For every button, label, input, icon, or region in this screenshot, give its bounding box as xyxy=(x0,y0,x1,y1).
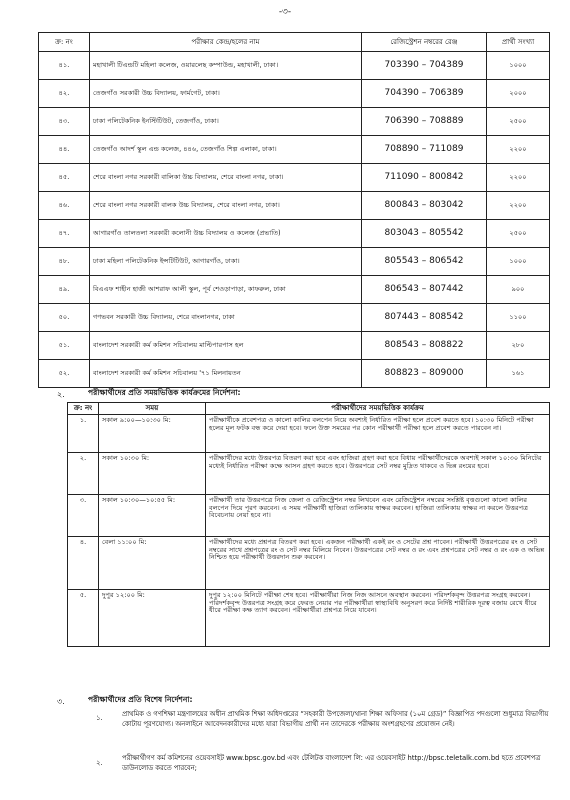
note-2-text: পরীক্ষার্থীগণ কর্ম কমিশনের ওয়েবসাইট www.bpsc.gov.bd এবং টেলিটক বাংলাদেশ লি: এর ওয়েবসাইট http://bpsc.teletalk.com.bd হতে প্রবেশপত্র ডাউনলোড করতে পারবেন; xyxy=(122,754,541,772)
schedule-time: দুপুর ১২:০০ মি: xyxy=(99,590,206,647)
registration-range: 703390 – 704389 xyxy=(362,52,487,80)
candidate-count: ২৫০০ xyxy=(487,108,550,136)
schedule-row xyxy=(68,415,550,453)
schedule-row xyxy=(68,590,550,647)
schedule-activity: দুপুর ১২:০০ মিনিটে পরীক্ষা শেষ হবে। পরীক্ষার্থীরা নিজ নিজ আসনে অবস্থান করবেন। পরিদর্শকবৃন্দ উত্তরপত্র সংগ্রহ করবেন। পরিদর্শকবৃন্দ উত্তরপত্র সংগ্রহ করে ফেরত নেয়ার পর পরীক্ষার্থীরা স্বাস্থ্যবিধি অনুসরণ করে নির্দিষ্ট শারীরিক দূরত্ব বজায় রেখে ধীরে ধীরে পরীক্ষা কক্ষ ত্যাগ করবেন। পরীক্ষার্থীরা প্রশ্নপত্র নিয়ে যাবেন। xyxy=(206,590,550,647)
venue-name: শেরে বাংলা নগর সরকারী বালিকা উচ্চ বিদ্যালয়, শেরে বাংলা নগর, ঢাকা। xyxy=(90,164,362,192)
venue-serial: ৪৪. xyxy=(39,136,90,164)
venue-serial: ৫০. xyxy=(39,304,90,332)
venue-serial: ৪৯. xyxy=(39,276,90,304)
venue-name: গণভবন সরকারী উচ্চ বিদ্যালয়, শেরে বাংলানগর, ঢাকা xyxy=(90,304,362,332)
schedule-row xyxy=(68,537,550,590)
registration-range: 806543 – 807442 xyxy=(362,276,487,304)
candidate-count: ২২০০ xyxy=(487,136,550,164)
venue-serial: ৪৬. xyxy=(39,192,90,220)
candidate-count: ১০০০ xyxy=(487,52,550,80)
header-registration-range: রেজিস্ট্রেশন নম্বরের রেঞ্জ xyxy=(362,33,487,52)
table-row xyxy=(39,304,550,332)
candidate-count: ২২০০ xyxy=(487,164,550,192)
schedule-activity: পরীক্ষার্থীদের মধ্যে প্রশ্নপত্র বিতরণ করা হবে। একজন পরীক্ষার্থী একই রং ও সেটের প্রশ্ন পাবেন। পরীক্ষার্থী উত্তরপত্রের রং ও সেট নম্বরের সাথে প্রশ্নপত্রের রং ও সেট নম্বর মিলিয়ে নিবেন। উত্তরপত্রের সেট নম্বর ও রং এবং প্রশ্নপত্রের সেট নম্বর ও রং এক ও অভিন্ন নিশ্চিত হয়ে পরীক্ষার্থী উত্তরদান শুরু করবেন। xyxy=(206,537,550,590)
section-3-number: ৩. xyxy=(57,697,65,706)
schedule-time: বেলা ১১:০০ মি: xyxy=(99,537,206,590)
schedule-serial: ৪. xyxy=(68,537,99,590)
table-row xyxy=(39,80,550,108)
schedule-header-activity: পরীক্ষার্থীদের সময়ভিত্তিক কার্যক্রম xyxy=(206,403,550,415)
registration-range: 803043 – 805542 xyxy=(362,220,487,248)
venue-serial: ৪৮. xyxy=(39,248,90,276)
schedule-header-serial: ক্র: নং xyxy=(68,403,99,415)
header-candidate-count: প্রার্থী সংখ্যা xyxy=(487,33,550,52)
table-row xyxy=(39,52,550,80)
header-venue-name: পরীক্ষার কেন্দ্র/হলের নাম xyxy=(90,33,362,52)
note-1-number: ১. xyxy=(96,714,103,722)
candidate-count: ২৮০ xyxy=(487,332,550,360)
schedule-time: সকাল ১০:৩০ মি: xyxy=(99,453,206,495)
venue-name: বিএএফ শাহীন হাজী আশরাফ আলী স্কুল, পূর্ব শেওড়াপাড়া, কাফরুল, ঢাকা xyxy=(90,276,362,304)
table-row xyxy=(39,164,550,192)
registration-range: 711090 – 800842 xyxy=(362,164,487,192)
venue-name: তেজগাঁও আদর্শ স্কুল এন্ড কলেজ, ৪৪৬, তেজগাঁও শিল্প এলাকা, ঢাকা। xyxy=(90,136,362,164)
candidate-count: ২৫০০ xyxy=(487,220,550,248)
table-header-row xyxy=(39,33,550,52)
registration-range: 800843 – 803042 xyxy=(362,192,487,220)
schedule-table xyxy=(67,402,550,647)
table-row xyxy=(39,220,550,248)
schedule-time: সকাল ৯:০০—১০:৩০ মি: xyxy=(99,415,206,453)
registration-range: 808823 – 809000 xyxy=(362,360,487,388)
schedule-time: সকাল ১০:৩০—১০:৫৫ মি: xyxy=(99,495,206,537)
venue-serial: ৪৩. xyxy=(39,108,90,136)
section-2-number: ২. xyxy=(57,390,65,399)
section-2-title: পরীক্ষার্থীদের প্রতি সময়ভিত্তিক কার্যক্রমের নির্দেশনা: xyxy=(88,388,241,397)
schedule-serial: ৫. xyxy=(68,590,99,647)
registration-range: 708890 – 711089 xyxy=(362,136,487,164)
candidate-count: ১৬১ xyxy=(487,360,550,388)
candidate-count: ১১০০ xyxy=(487,304,550,332)
note-2-number: ২. xyxy=(96,759,103,767)
candidate-count: ৯০০ xyxy=(487,276,550,304)
registration-range: 808543 – 808822 xyxy=(362,332,487,360)
table-row xyxy=(39,136,550,164)
table-row xyxy=(39,248,550,276)
venue-name: আগারগাঁও তালতলা সরকারী কলোনী উচ্চ বিদ্যালয় ও কলেজ (প্রভাতি) xyxy=(90,220,362,248)
schedule-activity: পরীক্ষার্থীকে প্রবেশপত্র ও কালো কালির বলপেন নিয়ে অবশ্যই নির্ধারিত পরীক্ষা হলে প্রবেশ করতে হবে। ১০:৩০ মিনিটে পরীক্ষা হলের মূল ফটক বন্ধ করে দেয়া হবে। ফলে উক্ত সময়ের পর কোন পরীক্ষার্থী পরীক্ষা হলে প্রবেশ করতে পারবেন না। xyxy=(206,415,550,453)
header-serial: ক্র: নং xyxy=(39,33,90,52)
schedule-serial: ১. xyxy=(68,415,99,453)
schedule-activity: পরীক্ষার্থী তার উত্তরপত্রে নিজ জেলা ও রেজিস্ট্রেশন নম্বর লিখবেন এবং রেজিস্ট্রেশন নম্বরের সংশ্লিষ্ট বৃত্তগুলো কালো কালির বলপেন দিয়ে পূরণ করবেন। এ সময় পরীক্ষার্থী হাজিরা তালিকায় স্বাক্ষর করবেন। হাজিরা তালিকায় স্বাক্ষর না করলে উত্তরপত্র বিবেচনায় নেয়া হবে না। xyxy=(206,495,550,537)
schedule-header-row xyxy=(68,403,550,415)
note-1-text: প্রাথমিক ও গণশিক্ষা মন্ত্রণালয়ের অধীন প্রাথমিক শিক্ষা অধিদপ্তরের “সহকারী উপজেলা/থানা শিক্ষা অফিসার (১০ম গ্রেড)” বিজ্ঞাপিত পদগুলো শুধুমাত্র বিভাগীয় কোটায় পূরণযোগ্য। অনলাইনে আবেদনকারীদের মধ্যে যারা বিভাগীয় প্রার্থী নন তাদেরকে পরীক্ষায় অংশগ্রহণের প্রয়োজন নেই। xyxy=(122,710,549,728)
table-row xyxy=(39,108,550,136)
schedule-header-time: সময় xyxy=(99,403,206,415)
registration-range: 807443 – 808542 xyxy=(362,304,487,332)
schedule-row xyxy=(68,495,550,537)
venue-serial: ৪৫. xyxy=(39,164,90,192)
venue-name: ঢাকা মহিলা পলিটেকনিক ইন্সটিটিউট, আগারগাঁও, ঢাকা। xyxy=(90,248,362,276)
schedule-row xyxy=(68,453,550,495)
venue-name: শেরে বাংলা নগর সরকারী বালক উচ্চ বিদ্যালয়, শেরে বাংলা নগর, ঢাকা। xyxy=(90,192,362,220)
schedule-table-body xyxy=(68,415,550,647)
registration-range: 706390 – 708889 xyxy=(362,108,487,136)
table-row xyxy=(39,192,550,220)
schedule-serial: ২. xyxy=(68,453,99,495)
candidate-count: ১০০০ xyxy=(487,248,550,276)
candidate-count: ২২০০ xyxy=(487,192,550,220)
venue-serial: ৪২. xyxy=(39,80,90,108)
candidate-count: ২০০০ xyxy=(487,80,550,108)
schedule-serial: ৩. xyxy=(68,495,99,537)
venue-serial: ৫১. xyxy=(39,332,90,360)
table-row xyxy=(39,332,550,360)
venue-name: ঢাকা পলিটেকনিক ইনস্টিটিউট, তেজগাঁও, ঢাকা। xyxy=(90,108,362,136)
venue-serial: ৪৭. xyxy=(39,220,90,248)
exam-venue-table xyxy=(38,32,550,388)
registration-range: 805543 – 806542 xyxy=(362,248,487,276)
venue-name: মহাখালী টিএন্ডটি মহিলা কলেজ, ওয়ারলেছ কম্পাউন্ড, মহাখালী, ঢাকা। xyxy=(90,52,362,80)
venue-serial: ৪১. xyxy=(39,52,90,80)
venue-serial: ৫২. xyxy=(39,360,90,388)
page-number: -৩- xyxy=(278,7,292,17)
schedule-activity: পরীক্ষার্থীদের মধ্যে উত্তরপত্র বিতরণ করা হবে এবং হাজিরা গ্রহণ করা হবে বিধায় পরীক্ষার্থীদেরকে অবশ্যই সকাল ১০:৩০ মিনিটের মধ্যেই নির্ধারিত পরীক্ষা কক্ষে আসন গ্রহণ করতে হবে। উত্তরপত্রে সেট নম্বর মুদ্রিত থাকবে ও ভিন্ন রংয়ের হবে। xyxy=(206,453,550,495)
section-3-title: পরীক্ষার্থীদের প্রতি বিশেষ নির্দেশনা: xyxy=(88,695,193,704)
venue-name: বাংলাদেশ সরকারী কর্ম কমিশন সচিবালয় মাল্টিপারপাস হল xyxy=(90,332,362,360)
table-row xyxy=(39,276,550,304)
registration-range: 704390 – 706389 xyxy=(362,80,487,108)
venue-name: তেজগাঁও সরকারী উচ্চ বিদ্যালয়, ফার্মগেট, ঢাকা। xyxy=(90,80,362,108)
venue-name: বাংলাদেশ সরকারী কর্ম কমিশন সচিবালয় '৭১ মিলনায়তন xyxy=(90,360,362,388)
venue-table-body xyxy=(39,52,550,388)
table-row xyxy=(39,360,550,388)
